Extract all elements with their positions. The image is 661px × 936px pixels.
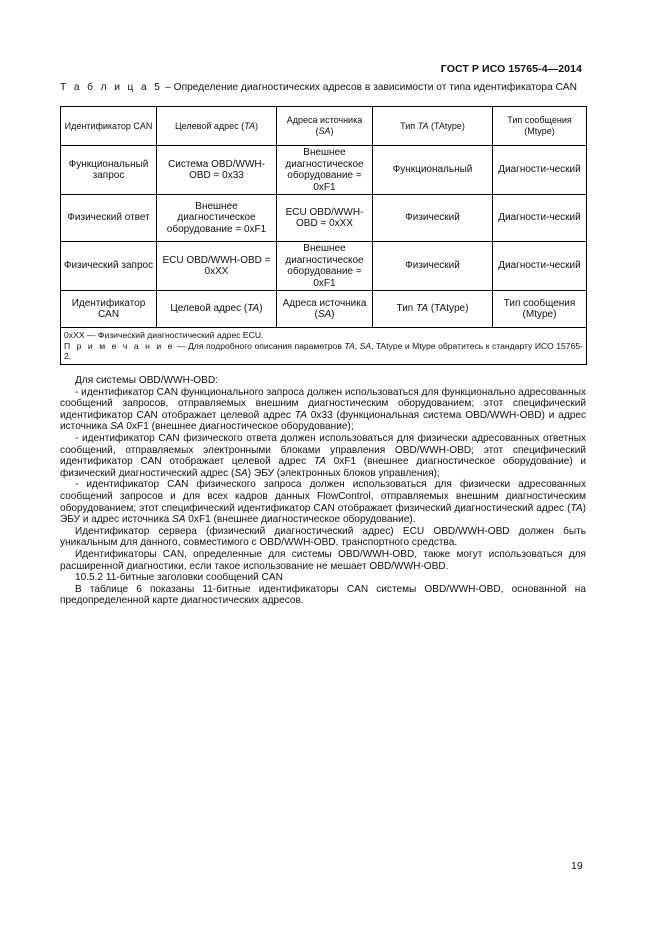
table-footer-row: [61, 291, 587, 328]
footer-cell: Адреса источника (SA): [277, 291, 373, 328]
table-notes-row: [61, 328, 587, 365]
table-cell: Физический: [373, 242, 493, 291]
standard-header: ГОСТ Р ИСО 15765-4—2014: [440, 63, 582, 75]
paragraph: - идентификатор CAN физического ответа должен использоваться для физически адресованных ответных сообщений, отправляемых электронными блоками управления OBD/WWH-OBD; этот специфический идентификатор CAN отображает целевой адрес TA 0xF1 (внешнее диагностическое оборудование) и физический диагностический адрес (SA) ЭБУ (электронных блоков управления);: [60, 432, 586, 479]
table-cell: ECU OBD/WWH-OBD = 0xXX: [157, 242, 277, 291]
footer-cell: Идентификатор CAN: [61, 291, 157, 328]
note-xx: 0xXX — Физический диагностический адрес ECU.: [64, 330, 264, 340]
table-cell: ECU OBD/WWH-OBD = 0xXX: [277, 195, 373, 242]
diagnostic-address-table: [60, 106, 587, 365]
table-cell: Функциональный: [373, 146, 493, 195]
table-caption: [60, 82, 584, 93]
table-cell: Внешнее диагностическое оборудование = 0xF1: [277, 146, 373, 195]
paragraph: Идентификаторы CAN, определенные для системы OBD/WWH-OBD, также могут использоваться для расширенной диагностики, если такое использование не мешает OBD/WWH-OBD.: [60, 548, 586, 572]
table-notes: [61, 328, 587, 365]
paragraph: - идентификатор CAN функционального запроса должен использоваться для функционально адресованных сообщений запросов, отправляемых внешним диагностическим оборудованием; этот специфический идентификатор CAN отображает целевой адрес TA 0x33 (функциональная система OBD/WWH-OBD) и адрес источника SA 0xF1 (внешнее диагностическое оборудование);: [60, 386, 586, 433]
header-cell: Идентификатор CAN: [61, 107, 157, 146]
table-cell: Система OBD/WWH-OBD = 0x33: [157, 146, 277, 195]
table-cell: Физический запрос: [61, 242, 157, 291]
table-cell: Диагности-ческий: [493, 242, 587, 291]
table-row: [61, 195, 587, 242]
paragraph: - идентификатор CAN физического запроса должен использоваться для физически адресованных сообщений запросов и для всех кадров данных FlowControl, отправляемых внешним диагностическим оборудованием; этот специфический идентификатор CAN отображает физический диагностический адрес (TA) ЭБУ и адрес источника SA 0xF1 (внешнее диагностическое оборудование).: [60, 479, 586, 526]
header-cell: Тип TA (TAtype): [373, 107, 493, 146]
table-note: П р и м е ч а н и е — Для подробного описания параметров TA, SA, TAtype и Mtype обратитесь к стандарту ИСО 15765-2.: [64, 340, 583, 362]
header-cell: Адреса источника (SA): [277, 107, 373, 146]
table-row: [61, 146, 587, 195]
table-cell: Диагности-ческий: [493, 146, 587, 195]
header-cell: Целевой адрес (TA): [157, 107, 277, 146]
paragraph: Для системы OBD/WWH-OBD:: [75, 375, 218, 386]
header-cell: Тип сообщения (Mtype): [493, 107, 587, 146]
paragraph: В таблице 6 показаны 11-битные идентификаторы CAN системы OBD/WWH-OBD, основанной на предопределенной карте диагностических адресов.: [60, 583, 586, 607]
table-cell: Внешнее диагностическое оборудование = 0xF1: [157, 195, 277, 242]
paragraph: Идентификатор сервера (физический диагностический адрес) ECU OBD/WWH-OBD должен быть уникальным для данного, совместимого с OBD/WWH-OBD, транспортного средства.: [60, 525, 586, 549]
table-cell: Диагности-ческий: [493, 195, 587, 242]
table-cell: Физический ответ: [61, 195, 157, 242]
footer-cell: Тип сообщения (Mtype): [493, 291, 587, 328]
caption-label: Т а б л и ц а 5: [60, 82, 163, 93]
table-header-row: [61, 107, 587, 146]
table-cell: Физический: [373, 195, 493, 242]
body-text: [60, 375, 586, 607]
page-number: 19: [571, 860, 583, 872]
footer-cell: Целевой адрес (TA): [157, 291, 277, 328]
table-cell: Функциональный запрос: [61, 146, 157, 195]
table-row: [61, 242, 587, 291]
caption-text: – Определение диагностических адресов в зависимости от типа идентификатора CAN: [162, 82, 577, 93]
section-heading: 10.5.2 11-битные заголовки сообщений CAN: [75, 572, 283, 584]
footer-cell: Тип TA (TAtype): [373, 291, 493, 328]
table-cell: Внешнее диагностическое оборудование = 0xF1: [277, 242, 373, 291]
